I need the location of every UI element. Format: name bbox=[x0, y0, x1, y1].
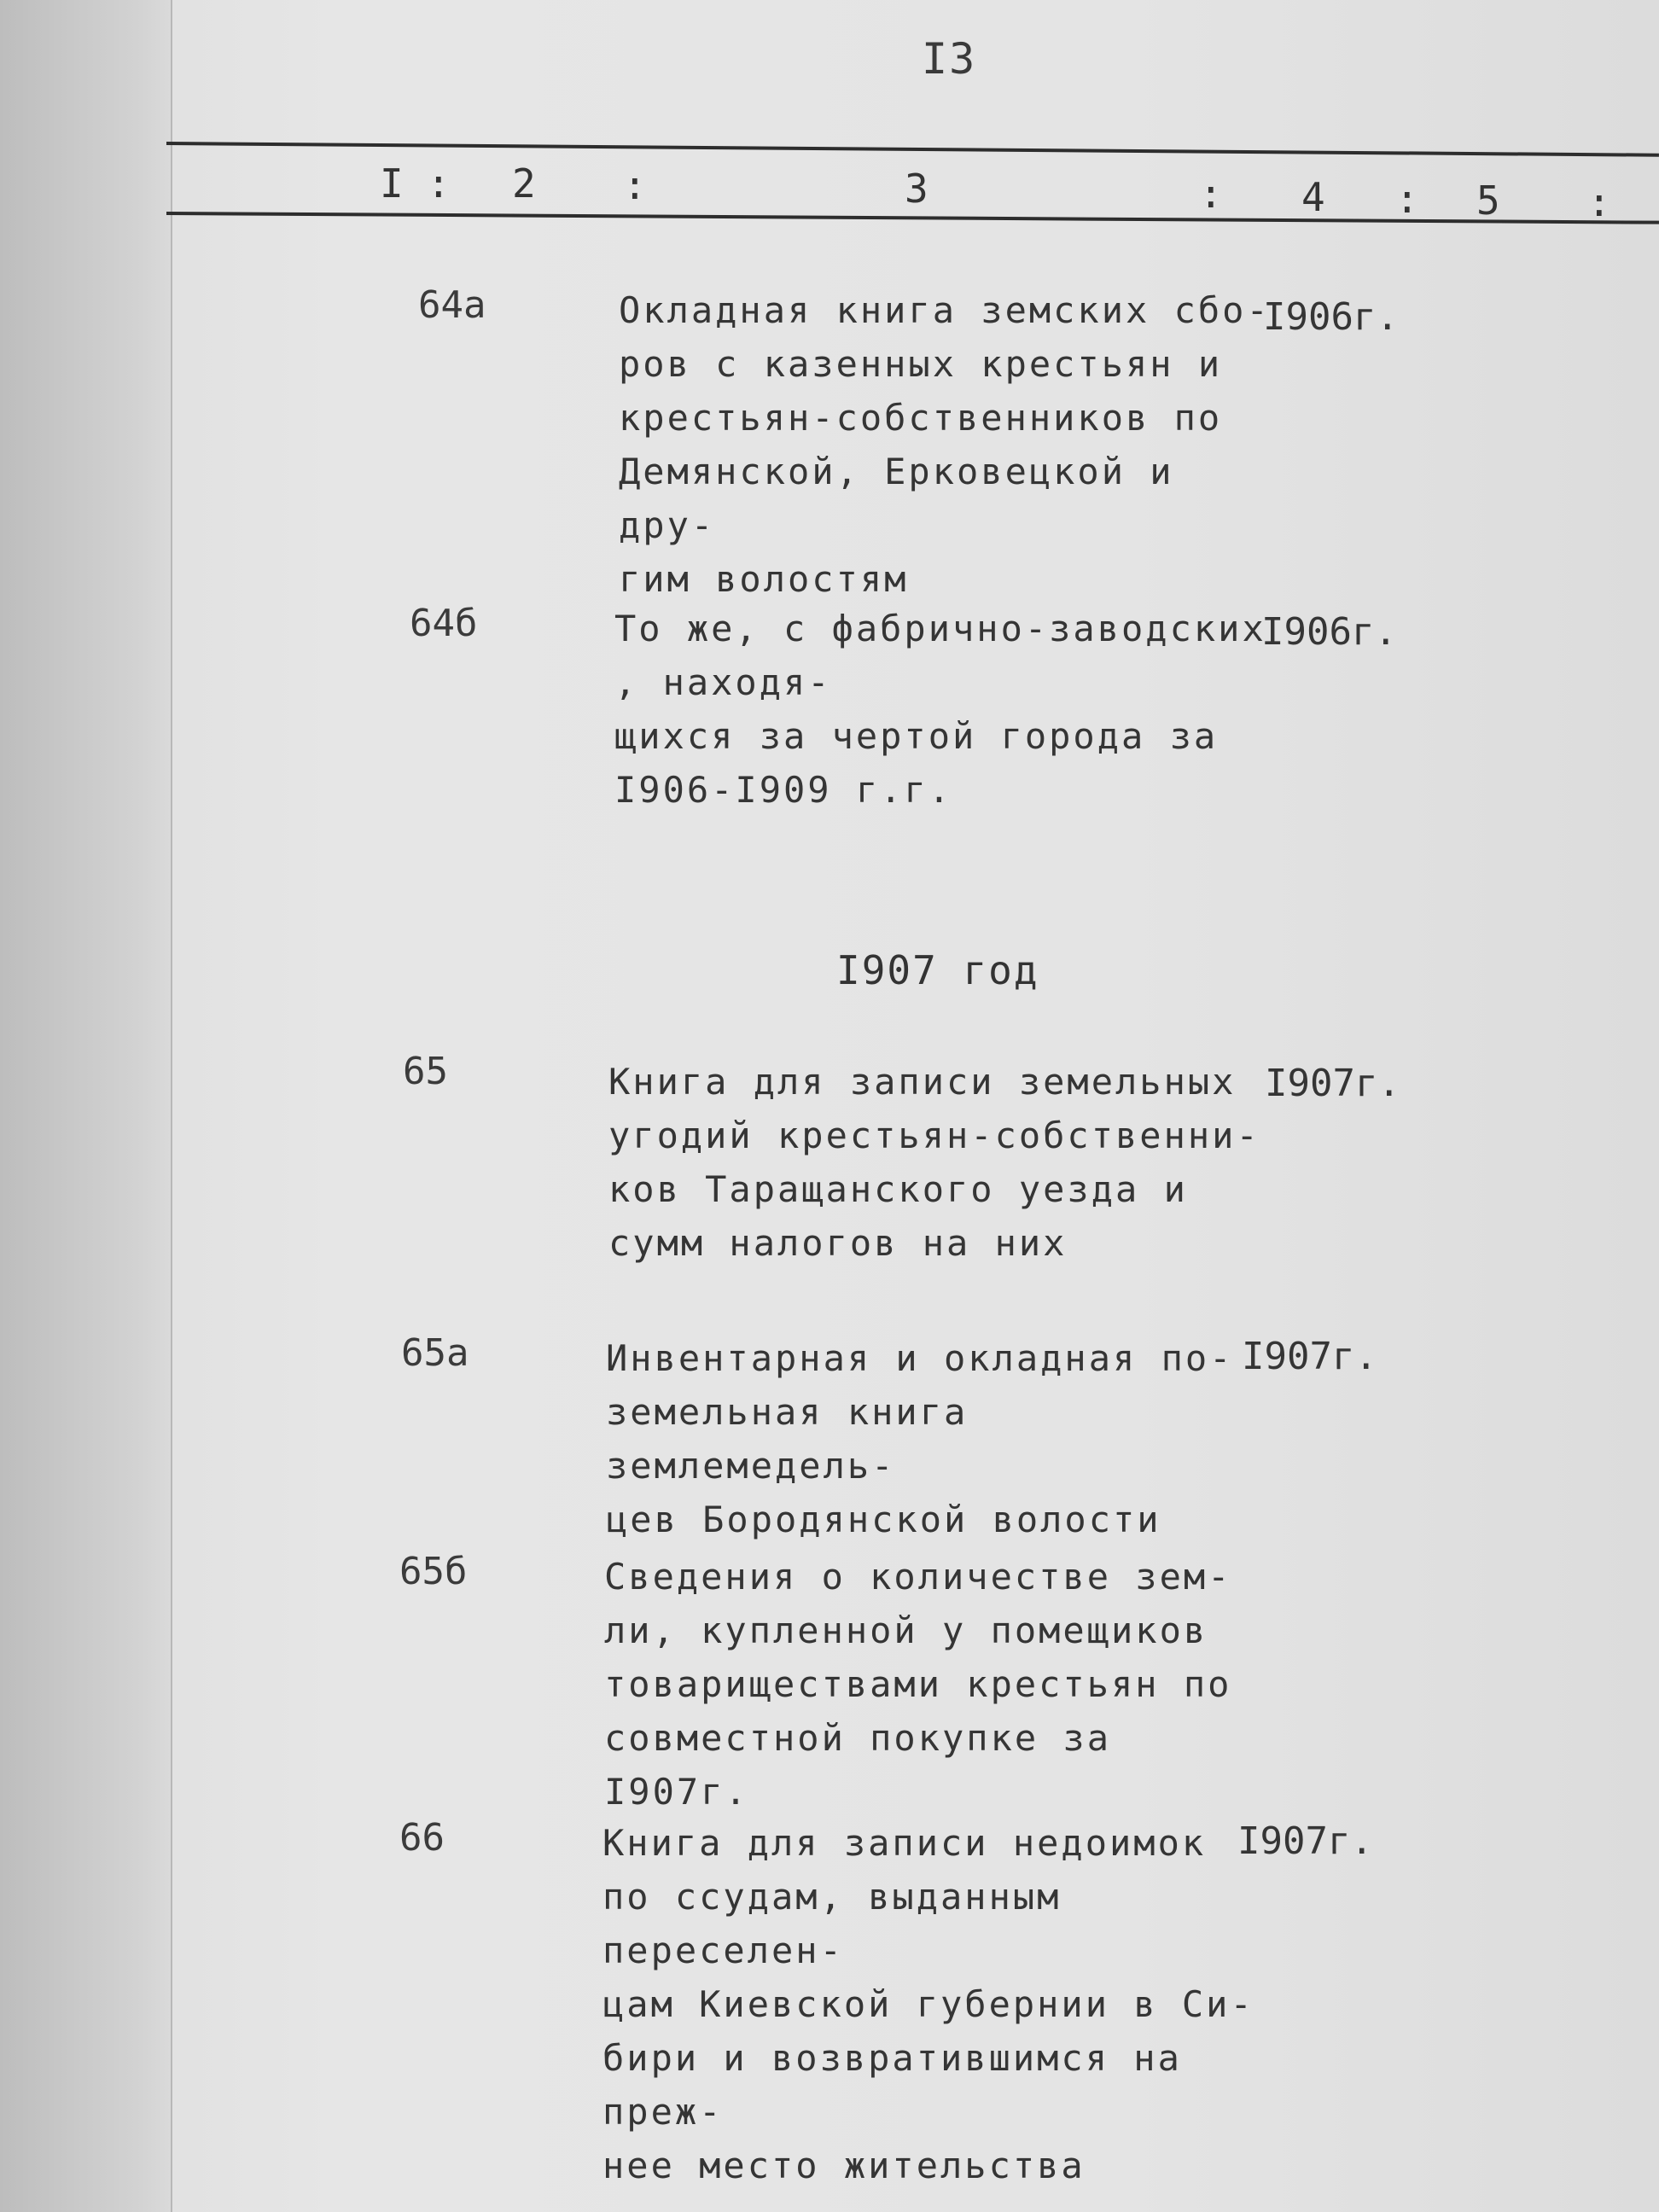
record-date: I906г. bbox=[1261, 610, 1397, 654]
page-number: I3 bbox=[922, 34, 977, 84]
record-number: 65б bbox=[399, 1550, 468, 1593]
column-header-5: 5 bbox=[1476, 178, 1500, 224]
column-separator: : bbox=[1395, 176, 1419, 222]
column-header-2: 2 bbox=[512, 160, 536, 207]
record-description: Окладная книга земских сбо- ров с казенных крестьян и крестьян-собственников по Демянской, Ерковецкой и дру- гим волостям bbox=[619, 289, 1271, 600]
record-date: I907г. bbox=[1265, 1062, 1400, 1105]
record-number: 64а bbox=[418, 283, 486, 327]
record-description: То же, с фабрично-заводских , находя- щихся за чертой города за I906-I909 г.г. bbox=[614, 608, 1266, 811]
column-header-4: 4 bbox=[1301, 174, 1325, 220]
record-number: 66 bbox=[399, 1816, 445, 1860]
record-description: Книга для записи земельных угодий крестьян-собственни- ков Таращанского уезда и сумм налогов на них bbox=[608, 1061, 1260, 1264]
column-header-1: I bbox=[380, 160, 404, 207]
column-separator: : bbox=[623, 162, 647, 208]
record-description: Инвентарная и окладная по- земельная книга землемедель- цев Бородянской волости bbox=[606, 1337, 1234, 1540]
column-separator: : bbox=[427, 160, 451, 207]
record-number: 64б bbox=[410, 602, 478, 645]
page-binding-edge bbox=[0, 0, 172, 2212]
record-date: I906г. bbox=[1263, 295, 1399, 339]
table-header-bottom-rule bbox=[166, 212, 1659, 224]
column-separator: : bbox=[1199, 171, 1223, 217]
record-date: I907г. bbox=[1237, 1819, 1373, 1863]
record-number: 65а bbox=[401, 1331, 469, 1375]
table-header-top-rule bbox=[166, 142, 1659, 157]
record-description: Сведения о количестве зем- ли, купленной у помещиков товариществами крестьян по совместной покупке за I907г. bbox=[604, 1556, 1232, 1813]
column-header-3: 3 bbox=[905, 166, 928, 212]
record-number: 65 bbox=[403, 1050, 448, 1093]
record-date: I907г. bbox=[1242, 1335, 1377, 1378]
record-description: Книга для записи недоимок по ссудам, выданным переселен- цам Киевской губернии в Си- бири и возвратившимся на преж- нее место жительства bbox=[602, 1822, 1254, 2186]
section-heading: I907 год bbox=[836, 947, 1039, 993]
column-separator: : bbox=[1587, 179, 1611, 225]
